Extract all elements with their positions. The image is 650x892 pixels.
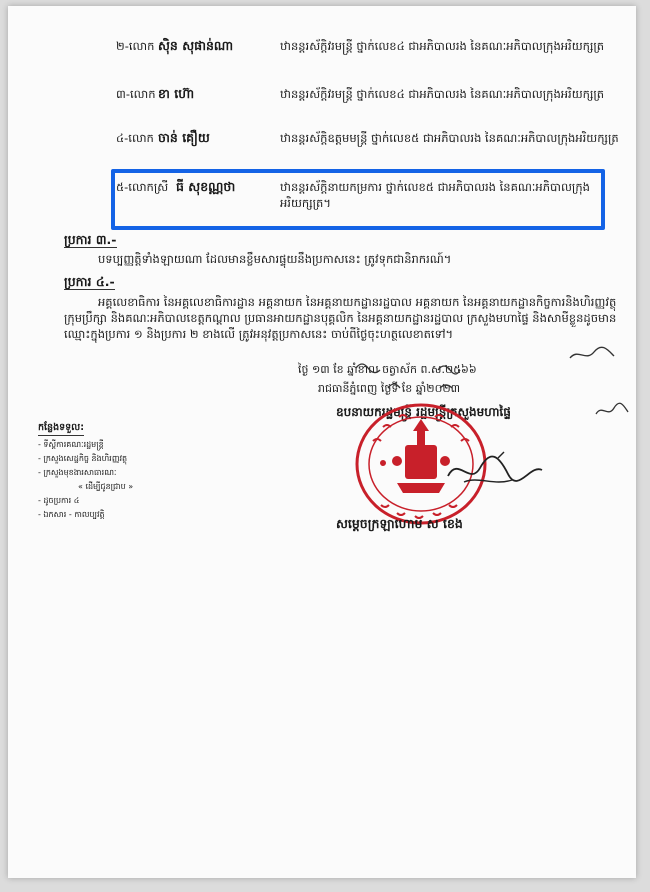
solar-date: រាជធានីភ្នំពេញ ថ្ងៃទី ខែ ឆ្នាំ២០២៣ — [318, 382, 461, 395]
recipient-item: - ក្រសួងមុខងារសាធារណៈ — [38, 468, 117, 477]
article-4-heading — [64, 274, 115, 293]
article-3-heading — [64, 232, 117, 251]
article-3-heading-text: ប្រការ ៣.- — [64, 232, 117, 247]
entry-number: ៥-លោកស្រី — [116, 180, 169, 194]
recipient-item: - ឯកសារ - កាលប្បវត្តិ — [38, 510, 105, 519]
entry-role: ឋានន្តរស័ក្តិវរមន្រ្តី ថ្នាក់លេខ៤ ជាអភិបាលរង នៃគណៈអភិបាលក្រុងអរិយក្សត្រ — [280, 87, 605, 101]
entry-number: ៣-លោក — [116, 87, 156, 101]
entry-role: ឋានន្តរស័ក្តិវរមន្រ្តី ថ្នាក់លេខ៤ ជាអភិបាលរង នៃគណៈអភិបាលក្រុងអរិយក្សត្រ — [280, 39, 605, 53]
document-page — [8, 6, 636, 878]
recipients-list — [38, 421, 133, 522]
signatory-title: ឧបនាយករដ្ឋមន្រ្តី រដ្ឋមន្រ្តីក្រសួងមហាផ្ទៃ — [336, 405, 511, 419]
article-4-heading-text: ប្រការ ៤.- — [64, 274, 115, 289]
recipient-item: « ដើម្បីជូនជ្រាប » — [78, 482, 134, 491]
handwritten-date-icon — [348, 358, 488, 398]
entry-number: ២-លោក — [116, 39, 155, 53]
article-4-text: អគ្គលេខាធិការ នៃអគ្គលេខាធិការដ្ឋាន អគ្គនាយក នៃអគ្គនាយកដ្ឋានរដ្ឋបាល អគ្គនាយក នៃអគ្គនាយកដ្ឋានកិច្ចការនិងហិរញ្ញវត្ថុ ក្រុមប្រឹក្សា និងគណៈអភិបាលខេត្តកណ្តាល ប្រធានអាយកដ្ឋានបុគ្គលិក នៃអគ្គនាយកដ្ឋានរដ្ឋបាល ក្រសួងមហាផ្ទៃ និងសាមីខ្លួនដូចមានឈ្មោះក្នុងប្រការ ១ និងប្រការ ២ ខាងលើ ត្រូវអនុវត្តប្រកាសនេះ ចាប់ពីថ្ងៃចុះហត្ថលេខាតទៅ។ — [64, 295, 617, 341]
recipients-heading: កន្លែងទទួល: — [38, 421, 84, 436]
recipient-item: - ក្រសួងសេដ្ឋកិច្ច និងហិរញ្ញវត្ថុ — [38, 454, 128, 463]
entry-name: ធី សុខណ្ណថា — [176, 179, 236, 194]
article-3-text: បទប្បញ្ញត្តិទាំងឡាយណា ដែលមានខ្លឹមសារផ្ទុយនឹងប្រកាសនេះ ត្រូវទុកជានិរាករណ៍។ — [98, 252, 452, 266]
entry-role: ឋានន្តរស័ក្តិនាយកម្រការ ថ្នាក់លេខ៥ ជាអភិបាលរង នៃគណៈអភិបាលក្រុងអរិយក្សត្រ។ — [280, 180, 590, 210]
recipient-item: - ដូចប្រការ ៤ — [38, 496, 80, 505]
recipient-item: - ទីស្តីការគណៈរដ្ឋមន្រ្តី — [38, 440, 104, 449]
handwritten-initial-icon — [568, 344, 618, 366]
entry-name: ស៊ិន សុផាន់ណា — [158, 38, 234, 53]
lunar-date: ថ្ងៃ ១៣ ខែ ឆ្នាំខាល ចត្វាស័ក ព.ស.២៥៦៦ — [298, 363, 477, 376]
entry-number: ៤-លោក — [116, 131, 154, 145]
handwritten-mark-icon — [594, 402, 630, 420]
signatory-name: សម្តេចក្រឡាហោម ស ខេង — [336, 516, 463, 531]
entry-name: ខា ហ៊ោ — [158, 86, 195, 101]
handwritten-signature-icon — [438, 446, 548, 496]
entry-name: ចាន់ គឿយ — [158, 130, 210, 145]
entry-role: ឋានន្តរស័ក្តិឧត្តមមន្រ្តី ថ្នាក់លេខ៥ ជាអភិបាលរង នៃគណៈអភិបាលក្រុងអរិយក្សត្រ — [280, 131, 619, 145]
